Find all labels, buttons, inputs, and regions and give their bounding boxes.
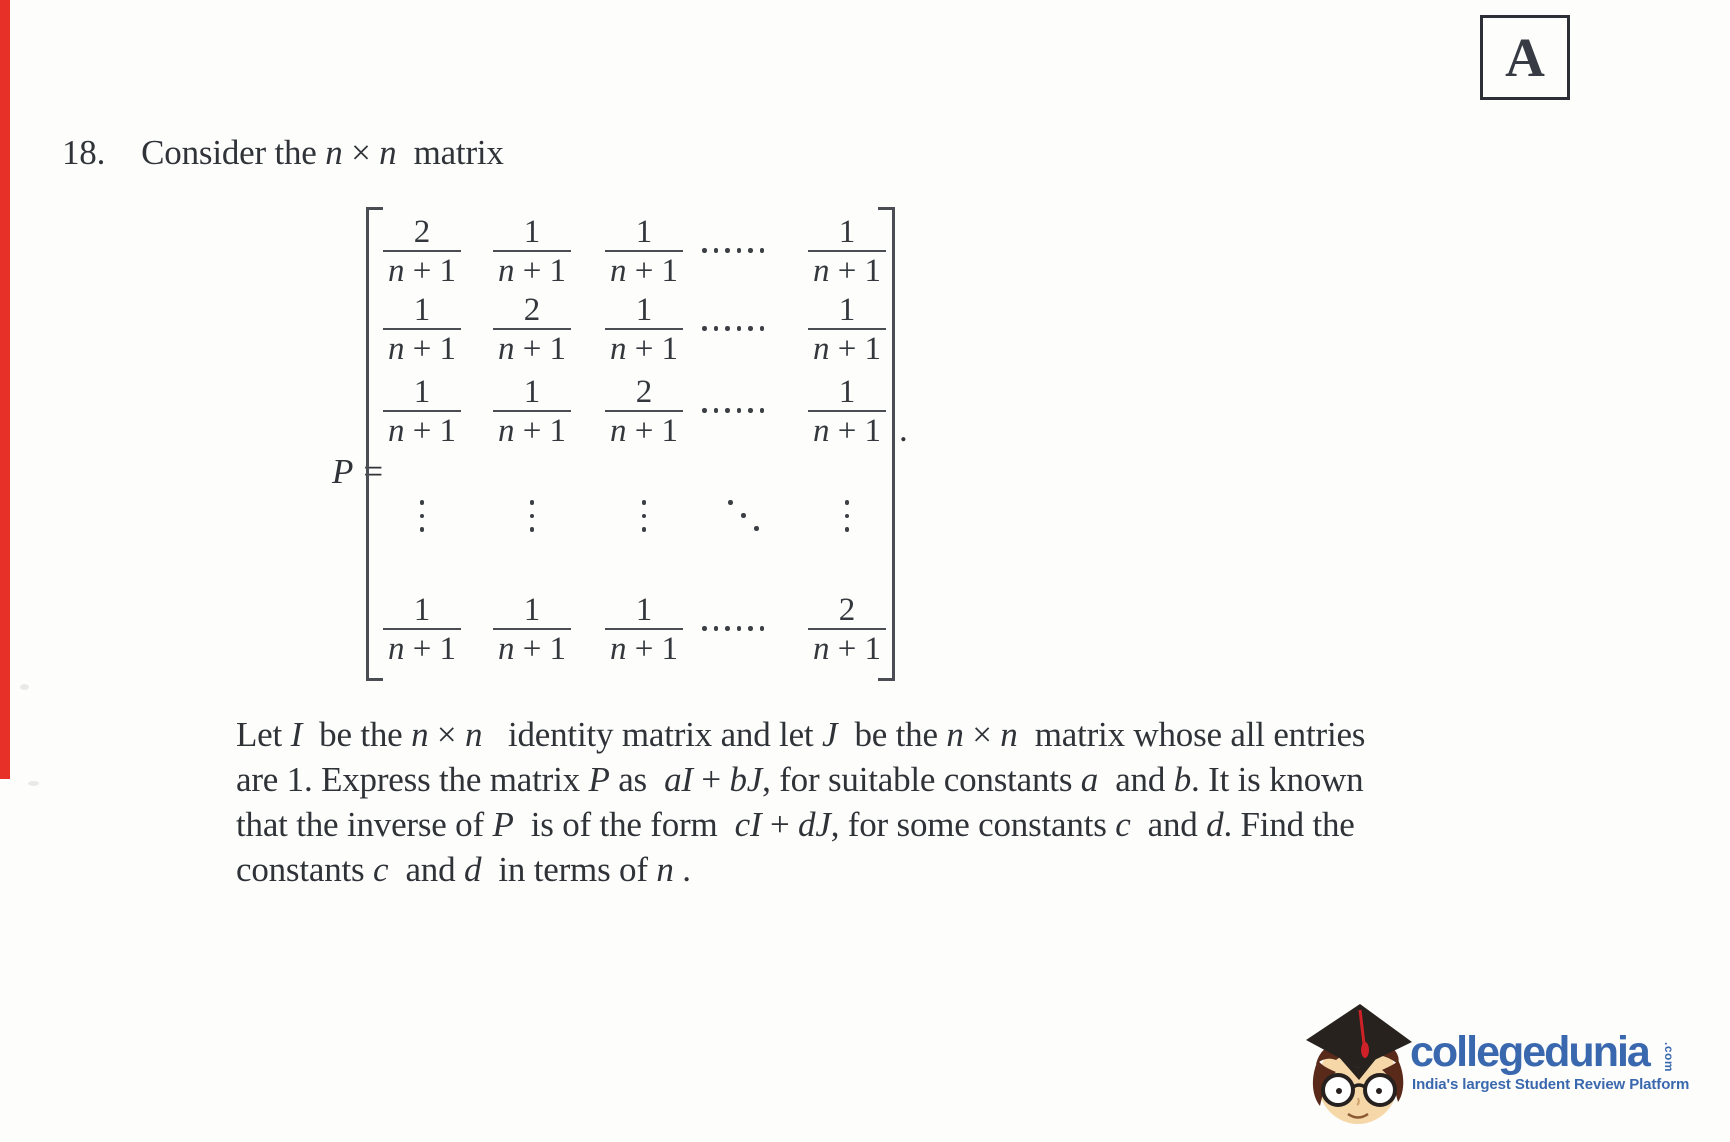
math-italic-run: d [463,850,482,889]
math-italic-run: I [290,715,303,754]
matrix-cell: $\frac{1}{n + 1}$ [802,374,892,449]
math-italic-run: n [656,850,674,889]
text-run: be the [837,715,947,754]
math-italic-run: c [1115,805,1131,844]
mascot-eye-right [1376,1088,1382,1094]
paragraph-line [236,847,1365,892]
math-italic-run: c [373,850,389,889]
text-run: Let [236,715,291,754]
matrix-cell [702,592,792,631]
text-run: × [342,133,380,172]
scan-artifact [20,684,29,690]
text-run: Consider the [141,133,326,172]
math-italic-run: n [465,715,483,754]
paragraph-line [236,802,1365,847]
text-run: × [428,715,466,754]
matrix-cell: $\frac{1}{n + 1}$ [599,592,689,667]
text-run: that the inverse of [236,805,493,844]
matrix-cell: $\frac{1}{n + 1}$ [487,374,577,449]
text-run: . [673,850,691,889]
mascot-icon [1302,994,1414,1130]
math-italic-run: d [1206,805,1224,844]
problem-statement [236,712,1365,892]
collegedunia-logo-tagline: India's largest Student Review Platform [1412,1076,1690,1093]
math-italic-run: n [411,715,429,754]
matrix-cell [702,292,792,331]
matrix-cell [702,374,792,413]
question-number: 18. [62,133,106,172]
matrix-cell: $\frac{1}{n + 1}$ [377,592,467,667]
matrix-trailing-period: . [899,410,908,449]
math-italic-run: n [1000,715,1018,754]
matrix-cell: $\frac{2}{n + 1}$ [802,592,892,667]
text-run: and [1098,760,1174,799]
matrix-cell: $\frac{1}{n + 1}$ [599,292,689,367]
text-run: and [1130,805,1207,844]
collegedunia-logo-domain: .com [1662,1042,1676,1073]
version-letter: A [1505,27,1545,88]
text-run: constants [236,850,374,889]
matrix-cell: $\frac{1}{n + 1}$ [802,292,892,367]
text-run: . It is known [1191,760,1364,799]
math-italic-run: n [325,133,343,172]
text-run: + [761,805,799,844]
question-heading [62,132,504,174]
math-italic-run: cI [734,805,762,844]
math-italic-run: J [822,715,838,754]
matrix-cell [702,214,792,253]
math-italic-run: a [1080,760,1099,799]
text-run: is of the form [513,805,735,844]
text-run: . Find the [1223,805,1355,844]
matrix-variable: P [332,452,354,491]
matrix-cell [702,498,792,538]
math-italic-run: bJ [729,760,763,799]
text-run: and [388,850,464,889]
text-run: , for some constants [830,805,1116,844]
matrix-cell: $\frac{2}{n + 1}$ [377,214,467,289]
text-run: + [692,760,730,799]
math-italic-run: dJ [798,805,831,844]
matrix-cell: $\frac{1}{n + 1}$ [802,214,892,289]
matrix-cell: $\frac{1}{n + 1}$ [487,214,577,289]
math-italic-run: n [379,133,397,172]
text-run: matrix whose all entries [1017,715,1366,754]
matrix-cell: $\frac{2}{n + 1}$ [487,292,577,367]
text-run: × [963,715,1001,754]
scan-artifact [28,781,39,786]
text-run: are 1. Express the matrix [236,760,589,799]
text-run: identity matrix and let [482,715,822,754]
scan-edge-red-strip [0,0,10,779]
text-run: matrix [396,133,504,172]
matrix-cell [599,498,689,532]
text-run: be the [302,715,412,754]
paragraph-line [236,712,1365,757]
question-text [141,132,504,174]
text-run: in terms of [481,850,657,889]
text-run: , for suitable constants [762,760,1081,799]
matrix-cell: $\frac{1}{n + 1}$ [377,292,467,367]
matrix-cell [377,498,467,532]
math-italic-run: n [946,715,964,754]
matrix-cell: $\frac{2}{n + 1}$ [599,374,689,449]
paragraph-line [236,757,1365,802]
mascot-glasses-bridge [1353,1085,1365,1087]
matrix-cell [487,498,577,532]
collegedunia-logo-brand: collegedunia [1410,1028,1649,1076]
math-italic-run: P [492,805,514,844]
version-box [1480,15,1570,100]
equals-sign: = [363,452,384,491]
math-italic-run: b [1173,760,1192,799]
math-italic-run: aI [664,760,693,799]
matrix-cell [802,498,892,532]
matrix-cell: $\frac{1}{n + 1}$ [487,592,577,667]
matrix-cell: $\frac{1}{n + 1}$ [599,214,689,289]
math-italic-run: P [588,760,610,799]
mascot-tassel [1361,1042,1369,1058]
matrix-cell: $\frac{1}{n + 1}$ [377,374,467,449]
text-run: as [609,760,665,799]
mascot-eye-left [1336,1088,1342,1094]
